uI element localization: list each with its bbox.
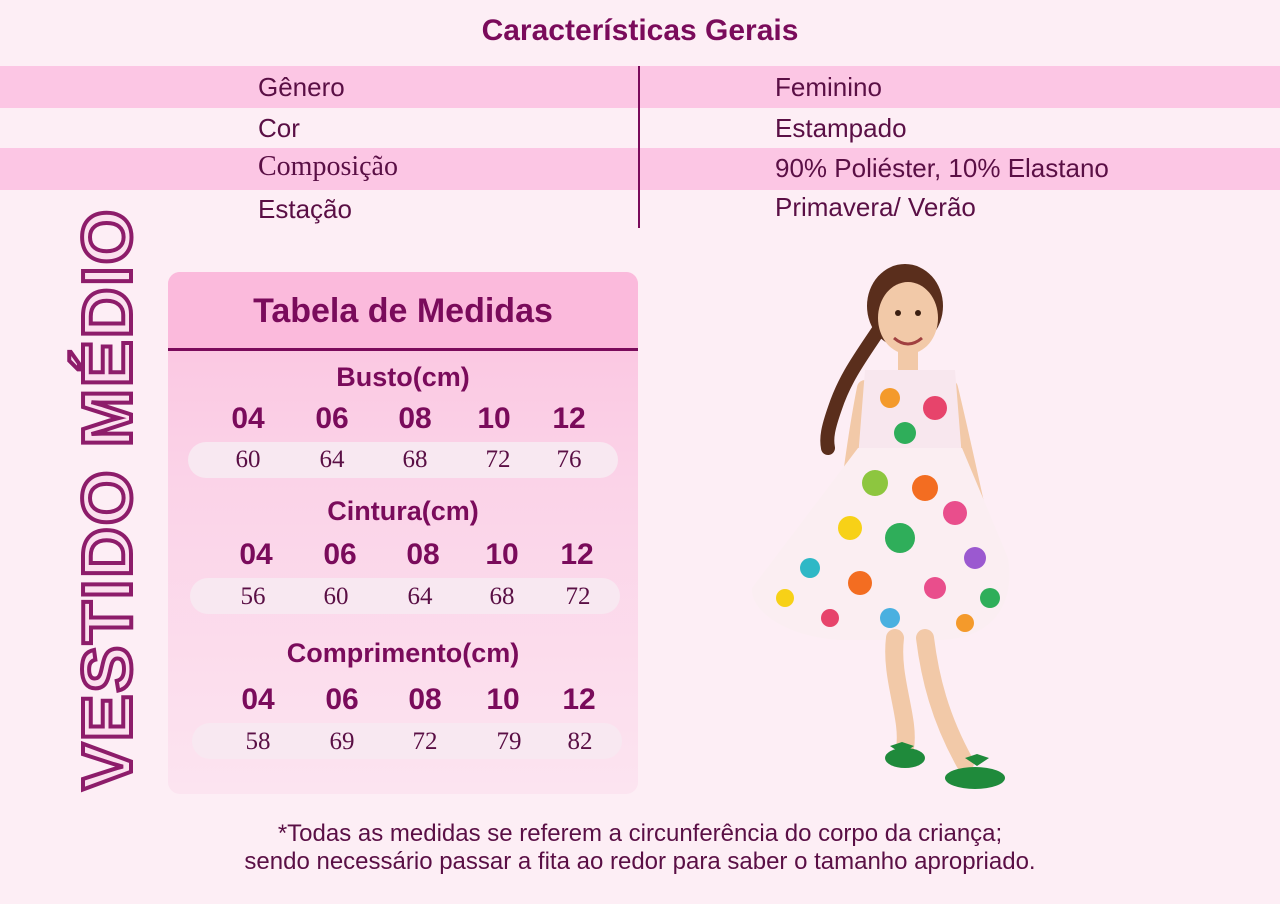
busto-size: 04 — [231, 402, 265, 435]
cintura-size: 06 — [323, 538, 357, 571]
cintura-value: 68 — [489, 583, 515, 610]
footnote-line-1: *Todas as medidas se referem a circunferência do corpo da criança; — [277, 820, 1003, 847]
cintura-size: 10 — [485, 538, 519, 571]
size-table-title: Tabela de Medidas — [253, 292, 553, 330]
comprimento-value: 82 — [567, 728, 593, 755]
spec-label-estacao: Estação — [258, 194, 352, 224]
comprimento-size: 10 — [486, 683, 520, 716]
cintura-value: 60 — [323, 583, 349, 610]
cintura-value: 56 — [240, 583, 266, 610]
busto-value: 64 — [319, 446, 345, 473]
spec-value-estacao: Primavera/ Verão — [775, 192, 976, 222]
product-name-vertical: VESTIDO MÉDIO — [68, 207, 146, 790]
cintura-size: 08 — [406, 538, 440, 571]
comprimento-value: 58 — [245, 728, 271, 755]
comprimento-value: 79 — [496, 728, 522, 755]
section-title-caracteristicas: Características Gerais — [481, 14, 799, 47]
spec-value-genero: Feminino — [775, 72, 882, 102]
busto-value: 60 — [235, 446, 261, 473]
size-table-header — [168, 272, 638, 351]
spec-label-genero: Gênero — [258, 72, 345, 102]
comprimento-size: 08 — [408, 683, 442, 716]
cintura-size: 12 — [560, 538, 594, 571]
comprimento-size: 04 — [241, 683, 275, 716]
spec-label-cor: Cor — [258, 113, 300, 143]
comprimento-size: 06 — [325, 683, 359, 716]
size-table-card — [168, 272, 638, 794]
busto-size: 10 — [477, 402, 511, 435]
cintura-title: Cintura(cm) — [327, 496, 479, 526]
spec-label-composicao: Composição — [258, 151, 398, 182]
spec-row-band — [0, 66, 1280, 108]
product-photo — [740, 258, 1030, 800]
comprimento-size: 12 — [562, 683, 596, 716]
busto-value: 72 — [485, 446, 511, 473]
cintura-size: 04 — [239, 538, 273, 571]
comprimento-title: Comprimento(cm) — [286, 638, 520, 668]
busto-size: 06 — [315, 402, 349, 435]
comprimento-value: 69 — [329, 728, 355, 755]
spec-value-cor: Estampado — [775, 113, 907, 143]
spec-value-composicao: 90% Poliéster, 10% Elastano — [775, 153, 1109, 183]
cintura-value: 72 — [565, 583, 591, 610]
busto-value: 68 — [402, 446, 428, 473]
busto-size: 08 — [398, 402, 432, 435]
footnote-line-2: sendo necessário passar a fita ao redor para saber o tamanho apropriado. — [244, 848, 1036, 875]
busto-value: 76 — [556, 446, 582, 473]
busto-title: Busto(cm) — [336, 362, 470, 392]
comprimento-value: 72 — [412, 728, 438, 755]
busto-size: 12 — [552, 402, 586, 435]
spec-divider — [638, 66, 640, 228]
cintura-value: 64 — [407, 583, 433, 610]
